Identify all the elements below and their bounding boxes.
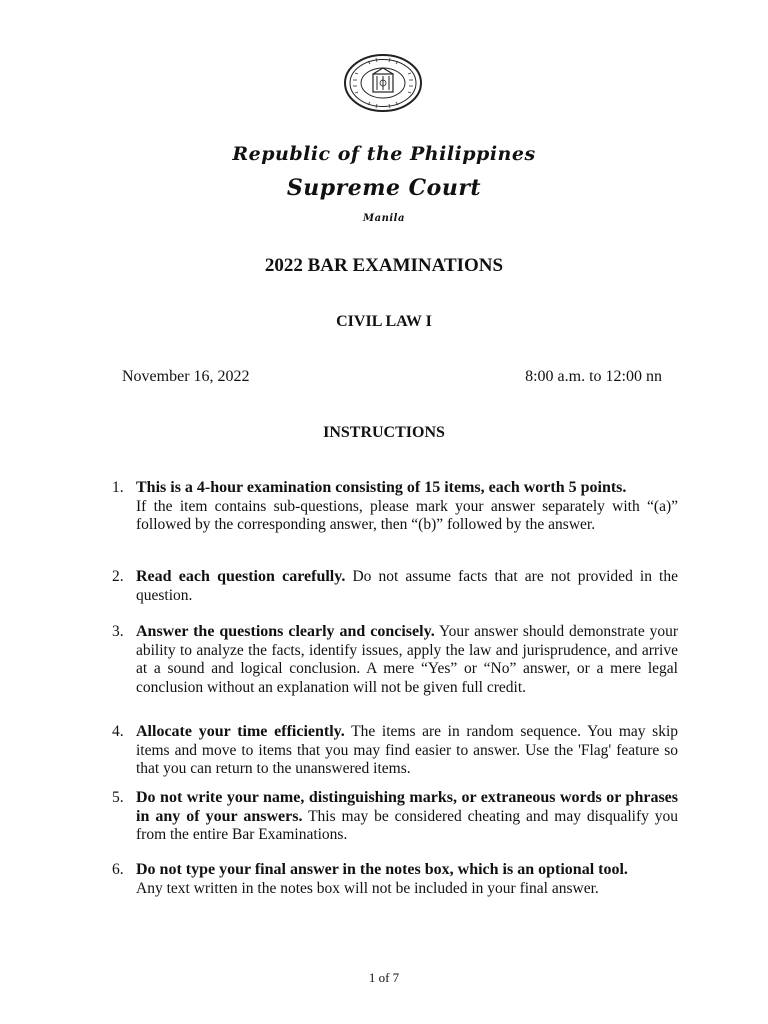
item-body: Any text written in the notes box will not be included in your final answer. [136,879,599,897]
item-body: Your answer should demonstrate your ability to analyze the facts, identify issues, apply the law and jurisprudence, and arrive at a sound and logical conclusion. A mere “Yes” or “No” answer, or a mere legal conclusion without an explanation will not be given full credit. [136,623,678,696]
country-heading: Republic of the Philippines [232,143,536,165]
item-number: 1. [112,479,124,496]
item-lead: Do not type your final answer in the notes box, which is an optional tool. [136,861,628,878]
instruction-item [112,789,678,845]
item-lead: Answer the questions clearly and concisely. [136,623,435,640]
item-body: Do not assume facts that are not provided in the question. [136,568,678,604]
page-number: 1 of 7 [368,970,400,985]
exam-date: November 16, 2022 [122,368,250,385]
item-lead: Read each question carefully. [136,568,346,585]
item-body: This may be considered cheating and may disqualify you from the entire Bar Examinations. [136,807,678,843]
item-number: 4. [112,723,124,740]
instruction-item [112,723,678,779]
instruction-item [112,623,678,697]
instruction-item [112,861,678,898]
exam-title: 2022 BAR EXAMINATIONS [264,255,504,276]
instruction-item [112,479,678,535]
item-lead: Do not write your name, distinguishing marks, or extraneous words or phrases in any of your answers. [136,789,678,825]
item-number: 3. [112,623,124,640]
city-heading: Manila [363,213,405,224]
exam-subject: CIVIL LAW I [336,313,432,330]
item-number: 5. [112,789,124,806]
instruction-item [112,568,678,605]
item-lead: Allocate your time efficiently. [136,723,345,740]
item-body: If the item contains sub-questions, please mark your answer separately with “(a)” followed by the corresponding answer, then “(b)” followed by the answer. [136,497,678,533]
supreme-court-seal-icon [343,53,423,113]
court-heading: Supreme Court [286,175,482,201]
item-number: 2. [112,568,124,585]
item-body: The items are in random sequence. You may skip items and move to items that you may find easier to answer. Use the 'Flag' feature so that you can return to the unanswered items. [136,723,678,777]
item-lead: This is a 4-hour examination consisting of 15 items, each worth 5 points. [136,479,627,496]
item-number: 6. [112,861,124,878]
instructions-heading: INSTRUCTIONS [323,424,445,441]
exam-time: 8:00 a.m. to 12:00 nn [525,368,662,385]
